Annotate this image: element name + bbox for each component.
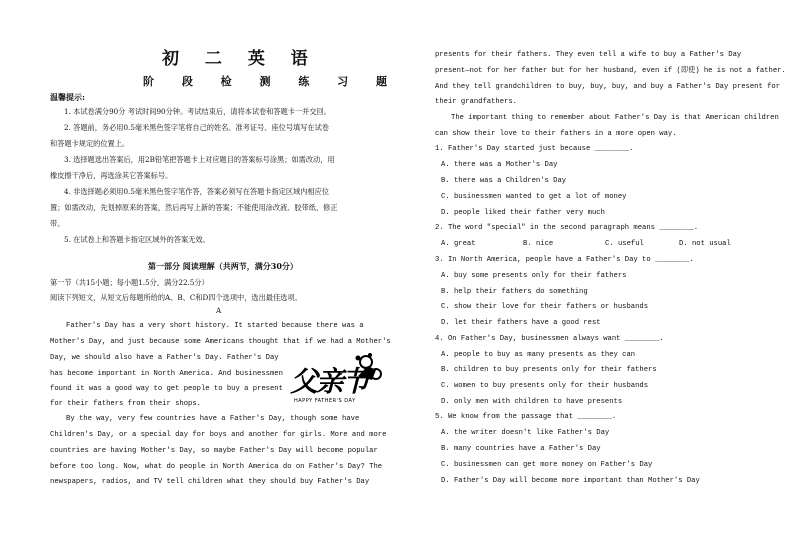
passage-line: Mother's Day, and just because some Americans thought that if we had a Mother's	[50, 338, 391, 346]
passage-line: By the way, very few countries have a Father's Day, though some have	[66, 415, 360, 423]
passage-line: And they tell grandchildren to buy, buy, buy, and buy a Father's Day present for	[435, 83, 781, 91]
section-heading: 第一节（共15小题；每小题1.5分，满分22.5分）	[50, 278, 209, 287]
passage-line: The important thing to remember about Father's Day is that American children	[451, 114, 779, 122]
answer-option: C. businessmen can get more money on Father's Day	[441, 461, 653, 469]
question-stem: 4. On Father's Day, businessmen always want ________.	[435, 335, 664, 343]
passage-line: newspapers, radios, and TV tell children what they should buy Father's Day	[50, 478, 370, 486]
part-heading: 第一部分 阅读理解（共两节，满分30分）	[148, 261, 298, 271]
answer-option: A. there was a Mother's Day	[441, 161, 558, 169]
passage-line: countries are having Mother's Day, so maybe Father's Day will become popular	[50, 447, 378, 455]
notice-line: 橡皮擦干净后，再选涂其它答案标号。	[50, 171, 173, 180]
answer-option: D. people liked their father very much	[441, 209, 605, 217]
passage-line: before too long. Now, what do people in North America do on Father's Day? The	[50, 463, 383, 471]
answer-option: D. let their fathers have a good rest	[441, 319, 601, 327]
section-instruction: 阅读下列短文，从短文后每题所给的A、B、C和D四个选项中，选出最佳选项。	[50, 293, 302, 302]
answer-option: D. Father's Day will become more important than Mother's Day	[441, 477, 700, 485]
notice-line: 和答题卡规定的位置上。	[50, 139, 130, 148]
answer-option: D. not usual	[679, 240, 731, 248]
passage-line: Children's Day, or a special day for boys and another for girls. More and more	[50, 431, 387, 439]
logo-english-text: HAPPY FATHER'S DAY	[294, 398, 356, 404]
page-title: 初 二 英 语	[162, 49, 318, 69]
notice-line: 1. 本试卷满分90分 考试时间90分钟。考试结束后，请将本试卷和答题卡一并交回。	[64, 107, 331, 116]
passage-line: can show their love to their fathers in a more open way.	[435, 130, 677, 138]
passage-line: their grandfathers.	[435, 98, 517, 106]
notice-line: 5. 在试卷上和答题卡指定区域外的答案无效。	[64, 235, 210, 244]
passage-line: Father's Day has a very short history. It started because there was a	[66, 322, 364, 330]
answer-option: B. help their fathers do something	[441, 288, 588, 296]
answer-option: A. great	[441, 240, 476, 248]
notice-line: 3. 选择题选出答案后，用2B铅笔把答题卡上对应题目的答案标号涂黑；如需改动，用	[64, 155, 335, 164]
answer-option: B. there was a Children's Day	[441, 177, 567, 185]
passage-line: has become important in North America. And businessmen	[50, 370, 283, 378]
question-stem: 2. The word "special" in the second paragraph means ________.	[435, 224, 699, 232]
passage-line: found it was a good way to get people to buy a present	[50, 385, 283, 393]
notice-line: 2. 答题前，务必用0.5毫米黑色签字笔将自己的姓名、准考证号、座位号填写在试卷	[64, 123, 329, 132]
answer-option: B. nice	[523, 240, 554, 248]
answer-option: A. people to buy as many presents as they can	[441, 351, 636, 359]
answer-option: A. the writer doesn't like Father's Day	[441, 429, 610, 437]
answer-option: D. only men with children to have presents	[441, 398, 623, 406]
passage-label: A	[216, 306, 222, 315]
question-stem: 1. Father's Day started just because ________.	[435, 145, 634, 153]
answer-option: B. children to buy presents only for their fathers	[441, 366, 657, 374]
passage-line: presents for their fathers. They even tell a wife to buy a Father's Day	[435, 51, 742, 59]
notice-line: 带。	[50, 219, 65, 228]
question-stem: 5. We know from the passage that ________.	[435, 413, 617, 421]
notice-line: 4. 非选择题必须用0.5毫米黑色签字笔作答，答案必须写在答题卡指定区域内相应位	[64, 187, 329, 196]
passage-line: present—not for her father but for her husband, even if (即使) he is not a father.	[435, 67, 786, 75]
answer-option: C. women to buy presents only for their husbands	[441, 382, 649, 390]
answer-option: C. businessmen wanted to get a lot of money	[441, 193, 627, 201]
right-page	[397, 0, 794, 560]
fathers-day-logo	[288, 350, 384, 412]
passage-line: Day, we should also have a Father's Day. Father's Day	[50, 354, 279, 362]
notice-line: 置；如需改动，先划掉原来的答案，然后再写上新的答案；不能使用涂改液、胶带纸、修正	[50, 203, 338, 212]
passage-line: for their fathers from their shops.	[50, 400, 201, 408]
question-stem: 3. In North America, people have a Father's Day to ________.	[435, 256, 694, 264]
answer-option: C. show their love for their fathers or husbands	[441, 303, 649, 311]
answer-option: A. buy some presents only for their fathers	[441, 272, 627, 280]
logo-chinese-text: 父亲节	[290, 365, 369, 398]
page-subtitle: 阶 段 检 测 练 习 题	[143, 75, 399, 88]
notice-heading: 温馨提示:	[50, 92, 85, 102]
answer-option: C. useful	[605, 240, 644, 248]
answer-option: B. many countries have a Father's Day	[441, 445, 601, 453]
